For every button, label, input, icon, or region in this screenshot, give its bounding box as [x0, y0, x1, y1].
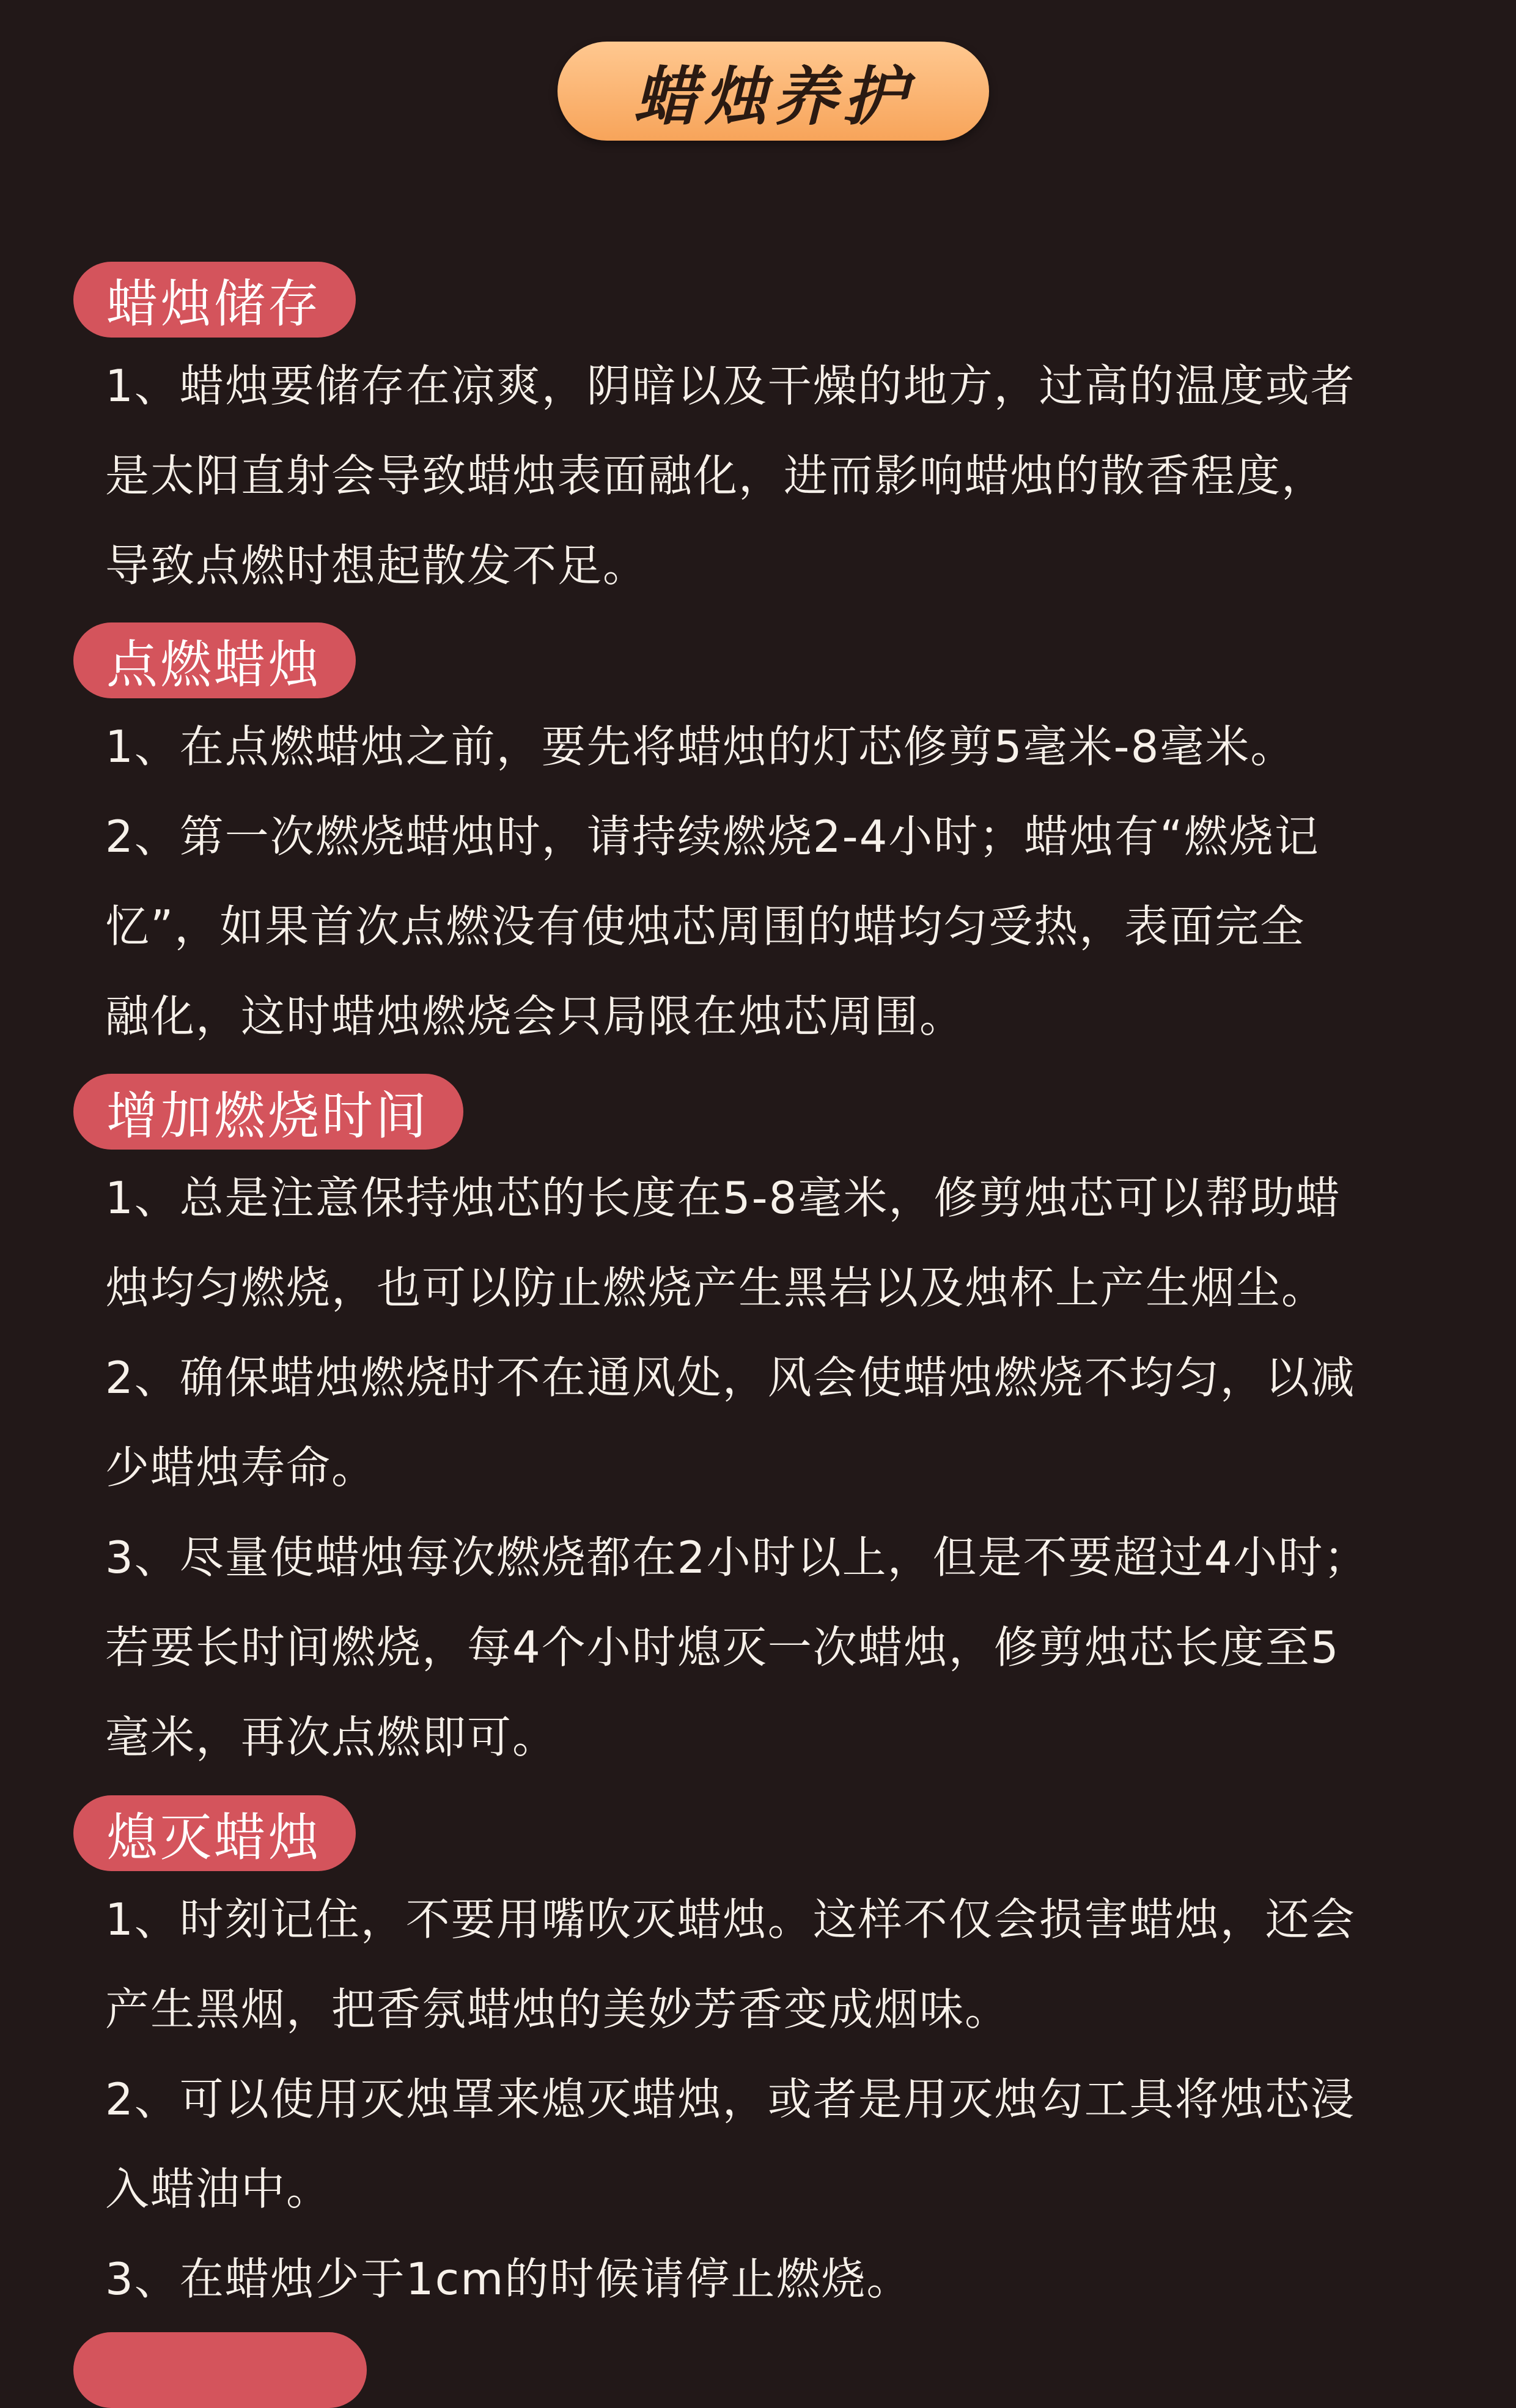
paragraph-line: 3、在蜡烛少于1cm的时候请停止燃烧。 — [105, 2253, 912, 2305]
paragraph-line: 2、确保蜡烛燃烧时不在通风处，风会使蜡烛燃烧不均匀，以减 — [105, 1352, 1356, 1403]
section-heading-storage — [73, 262, 356, 338]
page-title: 蜡烛养护 — [633, 59, 913, 134]
paragraph-line: 少蜡烛寿命。 — [105, 1442, 377, 1493]
paragraph-line: 1、蜡烛要储存在凉爽，阴暗以及干燥的地方，过高的温度或者 — [105, 360, 1356, 412]
paragraph-line: 入蜡油中。 — [105, 2163, 332, 2215]
section-heading-extend-burn-time — [73, 1074, 463, 1150]
paragraph-line: 融化，这时蜡烛燃烧会只局限在烛芯周围。 — [105, 991, 965, 1042]
section-heading-label: 增加燃烧时间 — [106, 1085, 430, 1146]
paragraph-line: 3、尽量使蜡烛每次燃烧都在2小时以上，但是不要超过4小时； — [105, 1532, 1369, 1583]
section-heading-label: 熄灭蜡烛 — [106, 1807, 322, 1867]
section-heading-label: 点燃蜡烛 — [106, 634, 322, 695]
paragraph-line: 2、可以使用灭烛罩来熄灭蜡烛，或者是用灭烛勾工具将烛芯浸 — [105, 2074, 1356, 2125]
page-title-badge — [557, 42, 989, 141]
paragraph-line: 2、第一次燃烧蜡烛时，请持续燃烧2-4小时；蜡烛有“燃烧记 — [105, 811, 1320, 862]
section-heading-lighting — [73, 622, 356, 698]
paragraph-line: 产生黑烟，把香氛蜡烛的美妙芳香变成烟味。 — [105, 1984, 1010, 2035]
paragraph-line: 是太阳直射会导致蜡烛表面融化，进而影响蜡烛的散香程度， — [105, 450, 1327, 501]
next-section-heading — [73, 2332, 367, 2408]
paragraph-line: 毫米，再次点燃即可。 — [105, 1712, 558, 1763]
paragraph-line: 1、总是注意保持烛芯的长度在5-8毫米，修剪烛芯可以帮助蜡 — [105, 1172, 1341, 1224]
section-heading-extinguish — [73, 1795, 356, 1871]
paragraph-line: 若要长时间燃烧，每4个小时熄灭一次蜡烛，修剪烛芯长度至5 — [105, 1622, 1340, 1673]
paragraph-line: 烛均匀燃烧，也可以防止燃烧产生黑岩以及烛杯上产生烟尘。 — [105, 1262, 1327, 1313]
paragraph-line: 1、在点燃蜡烛之前，要先将蜡烛的灯芯修剪5毫米-8毫米。 — [105, 721, 1296, 772]
paragraph-line: 导致点燃时想起散发不足。 — [105, 540, 649, 591]
section-heading-label: 蜡烛储存 — [106, 273, 322, 334]
paragraph-line: 忆”，如果首次点燃没有使烛芯周围的蜡均匀受热，表面完全 — [105, 901, 1306, 952]
paragraph-line: 1、时刻记住，不要用嘴吹灭蜡烛。这样不仅会损害蜡烛，还会 — [105, 1894, 1356, 1945]
